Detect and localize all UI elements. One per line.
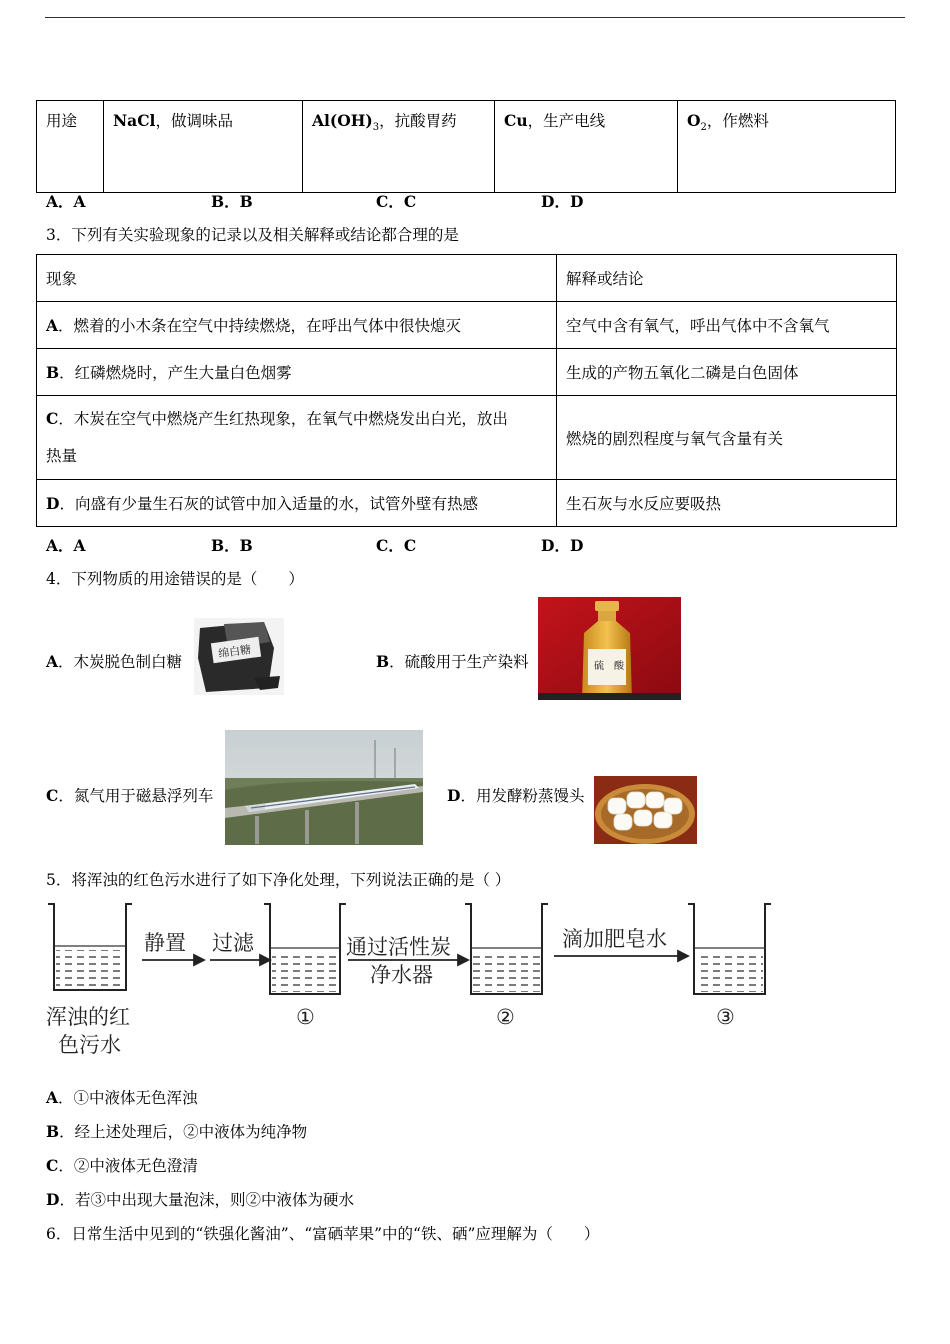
- option-text: ．木炭脱色制白糖: [58, 653, 183, 671]
- cell-text: ，做调味品: [155, 112, 233, 130]
- chem-formula: Al(OH): [312, 111, 373, 130]
- table-cell: [557, 349, 897, 396]
- answer-choices-3: [46, 534, 583, 556]
- option-text: ．经上述处理后，②中液体为纯净物: [59, 1123, 308, 1141]
- cell-text: ，生产电线: [527, 112, 606, 130]
- chem-subscript: 2: [700, 122, 707, 134]
- answer-option[interactable]: D．D: [541, 536, 584, 555]
- option-label: B: [46, 1122, 60, 1141]
- option-label: C: [46, 1156, 59, 1175]
- option-text: ．若③中出现大量泡沫，则②中液体为硬水: [59, 1191, 354, 1209]
- option-label: D: [447, 786, 461, 805]
- option-label: C: [46, 786, 59, 805]
- phenomenon-text: ．燃着的小木条在空气中持续燃烧，在呼出气体中很快熄灭: [58, 317, 462, 335]
- sugar-bag-image: [194, 618, 284, 695]
- q5-option-c[interactable]: [46, 1154, 198, 1176]
- header-text: 现象: [46, 270, 78, 288]
- cell-text: ，抗酸胃药: [379, 112, 457, 130]
- steamed-buns-image: [594, 776, 697, 844]
- step-label: 滴加肥皂水: [562, 927, 667, 951]
- table-row: [37, 302, 897, 349]
- chem-formula: O: [687, 111, 701, 130]
- bottle-label: 硫 酸: [594, 661, 624, 672]
- start-label: 色污水: [58, 1033, 121, 1057]
- option-a[interactable]: [46, 650, 182, 672]
- answer-option[interactable]: B．B: [211, 536, 253, 555]
- table-cell: [303, 101, 495, 193]
- table-cell: [678, 101, 896, 193]
- option-c[interactable]: [46, 784, 213, 806]
- step-label: 净水器: [370, 963, 433, 987]
- q5-option-b[interactable]: [46, 1120, 307, 1142]
- sulfuric-acid-bottle-image: [538, 597, 681, 700]
- option-text: ．氮气用于磁悬浮列车: [58, 787, 214, 805]
- answer-option[interactable]: C．C: [376, 192, 417, 211]
- table-cell: [37, 480, 557, 527]
- phenomenon-text: ．木炭在空气中燃烧产生红热现象，在氧气中燃烧发出白光，放出: [58, 410, 508, 428]
- option-label: B: [376, 652, 390, 671]
- table-row: [37, 349, 897, 396]
- header-rule: [45, 17, 905, 18]
- table-cell: [37, 396, 557, 480]
- option-text: ．用发酵粉蒸馒头: [460, 787, 585, 805]
- q5-option-d[interactable]: [46, 1188, 354, 1210]
- table-header-cell: [37, 255, 557, 302]
- question-6-stem: 6．日常生活中见到的“铁强化酱油”、“富硒苹果”中的“铁、硒”应理解为（ ）: [46, 1225, 600, 1243]
- table-cell: [557, 396, 897, 480]
- option-label: A: [46, 1088, 59, 1107]
- step-label: 通过活性炭: [346, 935, 451, 959]
- answer-option[interactable]: A．A: [46, 536, 86, 555]
- option-text: ．①中液体无色浑浊: [58, 1089, 198, 1107]
- answer-option[interactable]: D．D: [541, 192, 584, 211]
- header-text: 解释或结论: [566, 270, 644, 288]
- option-b[interactable]: [376, 650, 529, 672]
- option-label: D: [46, 1190, 60, 1209]
- table-row: [37, 255, 897, 302]
- maglev-train-image: [225, 730, 423, 845]
- row-label: C: [46, 409, 59, 428]
- start-label: 浑浊的红: [46, 1005, 130, 1029]
- conclusion-text: 生石灰与水反应要吸热: [566, 495, 722, 513]
- bag-label: 绵白糖: [217, 642, 252, 661]
- step-label: 过滤: [212, 931, 254, 955]
- experiment-table: [36, 254, 897, 527]
- option-text: ．硫酸用于生产染料: [389, 653, 529, 671]
- step-label: 静置: [144, 931, 186, 955]
- usage-table: [36, 100, 896, 193]
- option-d[interactable]: [447, 784, 584, 806]
- table-cell: [37, 302, 557, 349]
- cell-label: 用途: [46, 112, 78, 130]
- phenomenon-text: 热量: [46, 447, 78, 465]
- phenomenon-text: ．向盛有少量生石灰的试管中加入适量的水，试管外壁有热感: [59, 495, 478, 513]
- table-row: [37, 480, 897, 527]
- answer-option[interactable]: B．B: [211, 192, 253, 211]
- answer-choices-2: [46, 190, 583, 212]
- chem-formula: NaCl: [113, 111, 156, 130]
- option-text: ．②中液体无色澄清: [58, 1157, 198, 1175]
- table-row: [37, 101, 896, 193]
- question-4-stem: 4．下列物质的用途错误的是（ ）: [46, 570, 304, 588]
- table-cell: [495, 101, 678, 193]
- beaker-mark-2: ②: [496, 1005, 515, 1029]
- answer-option[interactable]: C．C: [376, 536, 417, 555]
- chem-formula: Cu: [504, 111, 528, 130]
- chem-subscript: 3: [372, 122, 380, 134]
- answer-option[interactable]: A．A: [46, 192, 86, 211]
- table-cell: [37, 349, 557, 396]
- row-label: A: [46, 316, 59, 335]
- table-cell: [104, 101, 303, 193]
- phenomenon-text: ．红磷燃烧时，产生大量白色烟雾: [59, 364, 292, 382]
- beaker-mark-1: ①: [296, 1005, 315, 1029]
- cell-text: ，作燃料: [706, 112, 769, 130]
- conclusion-text: 生成的产物五氧化二磷是白色固体: [566, 364, 799, 382]
- table-header-cell: [557, 255, 897, 302]
- question-3-stem: 3．下列有关实验现象的记录以及相关解释或结论都合理的是: [46, 226, 459, 244]
- q5-option-a[interactable]: [46, 1086, 198, 1108]
- row-label: B: [46, 363, 60, 382]
- conclusion-text: 燃烧的剧烈程度与氧气含量有关: [566, 429, 784, 448]
- table-cell: [557, 302, 897, 349]
- row-label: D: [46, 494, 60, 513]
- conclusion-text: 空气中含有氧气，呼出气体中不含氧气: [566, 317, 830, 335]
- beaker-mark-3: ③: [716, 1005, 735, 1029]
- question-5-stem: 5．将浑浊的红色污水进行了如下净化处理，下列说法正确的是（ ）: [46, 871, 511, 889]
- table-cell: [37, 101, 104, 193]
- option-label: A: [46, 652, 59, 671]
- purification-diagram: [40, 898, 780, 1060]
- table-row: [37, 396, 897, 480]
- table-cell: [557, 480, 897, 527]
